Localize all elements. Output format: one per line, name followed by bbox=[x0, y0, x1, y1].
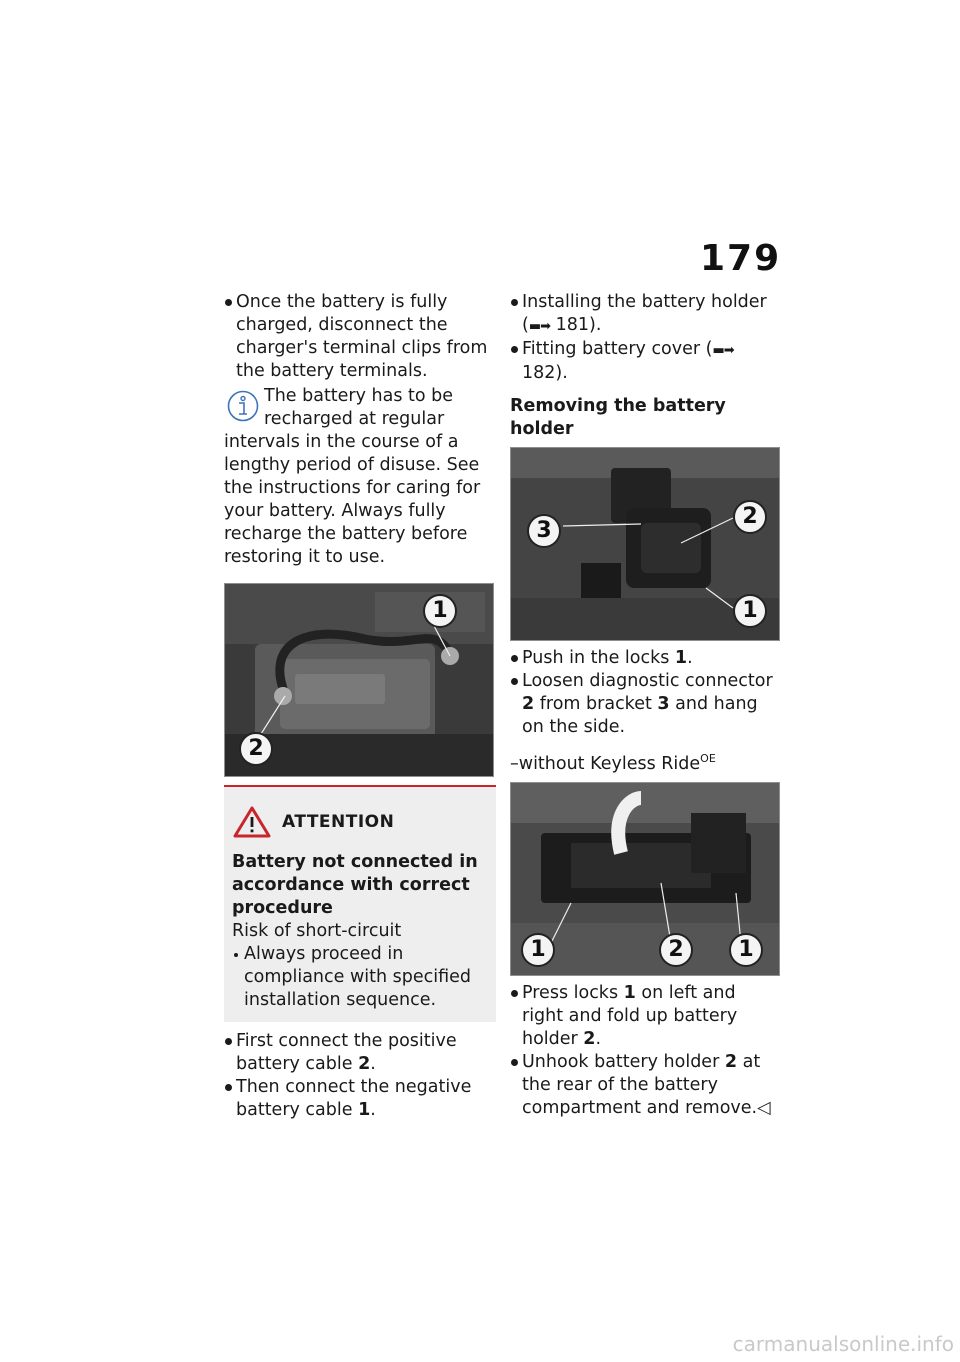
warning-icon bbox=[232, 805, 272, 839]
photo-callout: 2 bbox=[239, 732, 273, 766]
attention-box bbox=[224, 785, 496, 1022]
dash: – bbox=[510, 753, 519, 774]
list-item: Once the battery is fully charged, disconnect the charger's terminal clips from the battery terminals. bbox=[224, 291, 496, 383]
photo-callout: 1 bbox=[729, 933, 763, 967]
info-icon bbox=[226, 389, 260, 423]
photo-callout: 2 bbox=[733, 500, 767, 534]
list-item: Then connect the negative battery cable 1. bbox=[224, 1076, 496, 1122]
battery-holder-photo bbox=[510, 782, 780, 976]
list-item: Installing the battery holder (▬➡ 181). bbox=[510, 291, 782, 338]
list-item: First connect the positive battery cable 2. bbox=[224, 1030, 496, 1076]
list-item: Always proceed in compliance with specified installation sequence. bbox=[232, 943, 486, 1012]
variant-label: –without Keyless Ride$^{OE}$ bbox=[510, 752, 716, 774]
right-column bbox=[510, 291, 782, 1120]
page-ref-arrow-icon: ▬➡ bbox=[528, 319, 551, 334]
list-item: Loosen diagnostic connector 2 from bracket 3 and hang on the side. bbox=[510, 670, 782, 739]
attention-title: ATTENTION bbox=[282, 812, 395, 832]
section-heading: Removing the battery holder bbox=[510, 396, 726, 439]
page-ref-arrow-icon: ▬➡ bbox=[712, 343, 734, 358]
info-note: The battery has to be recharged at regular intervals in the course of a lengthy period of disuse. See the instructions for caring for your battery. Always fully recharge the battery before restoring it to use. bbox=[224, 386, 481, 567]
photo-callout: 2 bbox=[659, 933, 693, 967]
attention-risk: Risk of short-circuit bbox=[232, 921, 402, 941]
list-item: Press locks 1 on left and right and fold up battery holder 2. bbox=[510, 982, 782, 1051]
list-item: Push in the locks 1. bbox=[510, 647, 782, 670]
left-column bbox=[224, 291, 496, 1122]
photo-callout: 1 bbox=[733, 594, 767, 628]
photo-callout: 1 bbox=[521, 933, 555, 967]
battery-terminals-photo bbox=[224, 583, 494, 777]
photo-callout: 3 bbox=[527, 514, 561, 548]
oe-superscript: OE bbox=[700, 752, 716, 765]
end-mark-icon: ◁ bbox=[757, 1097, 771, 1118]
page-ref[interactable]: 181 bbox=[555, 315, 589, 335]
list-item: Fitting battery cover (▬➡ 182). bbox=[510, 338, 782, 385]
page-number: 179 bbox=[700, 238, 782, 279]
attention-headline: Battery not connected in accordance with correct procedure bbox=[232, 852, 478, 918]
list-item: Unhook battery holder 2 at the rear of the battery compartment and remove.◁ bbox=[510, 1051, 782, 1120]
diagnostic-connector-photo bbox=[510, 447, 780, 641]
footer-watermark: carmanualsonline.info bbox=[732, 1332, 954, 1356]
page-ref[interactable]: 182 bbox=[522, 363, 556, 383]
photo-callout: 1 bbox=[423, 594, 457, 628]
